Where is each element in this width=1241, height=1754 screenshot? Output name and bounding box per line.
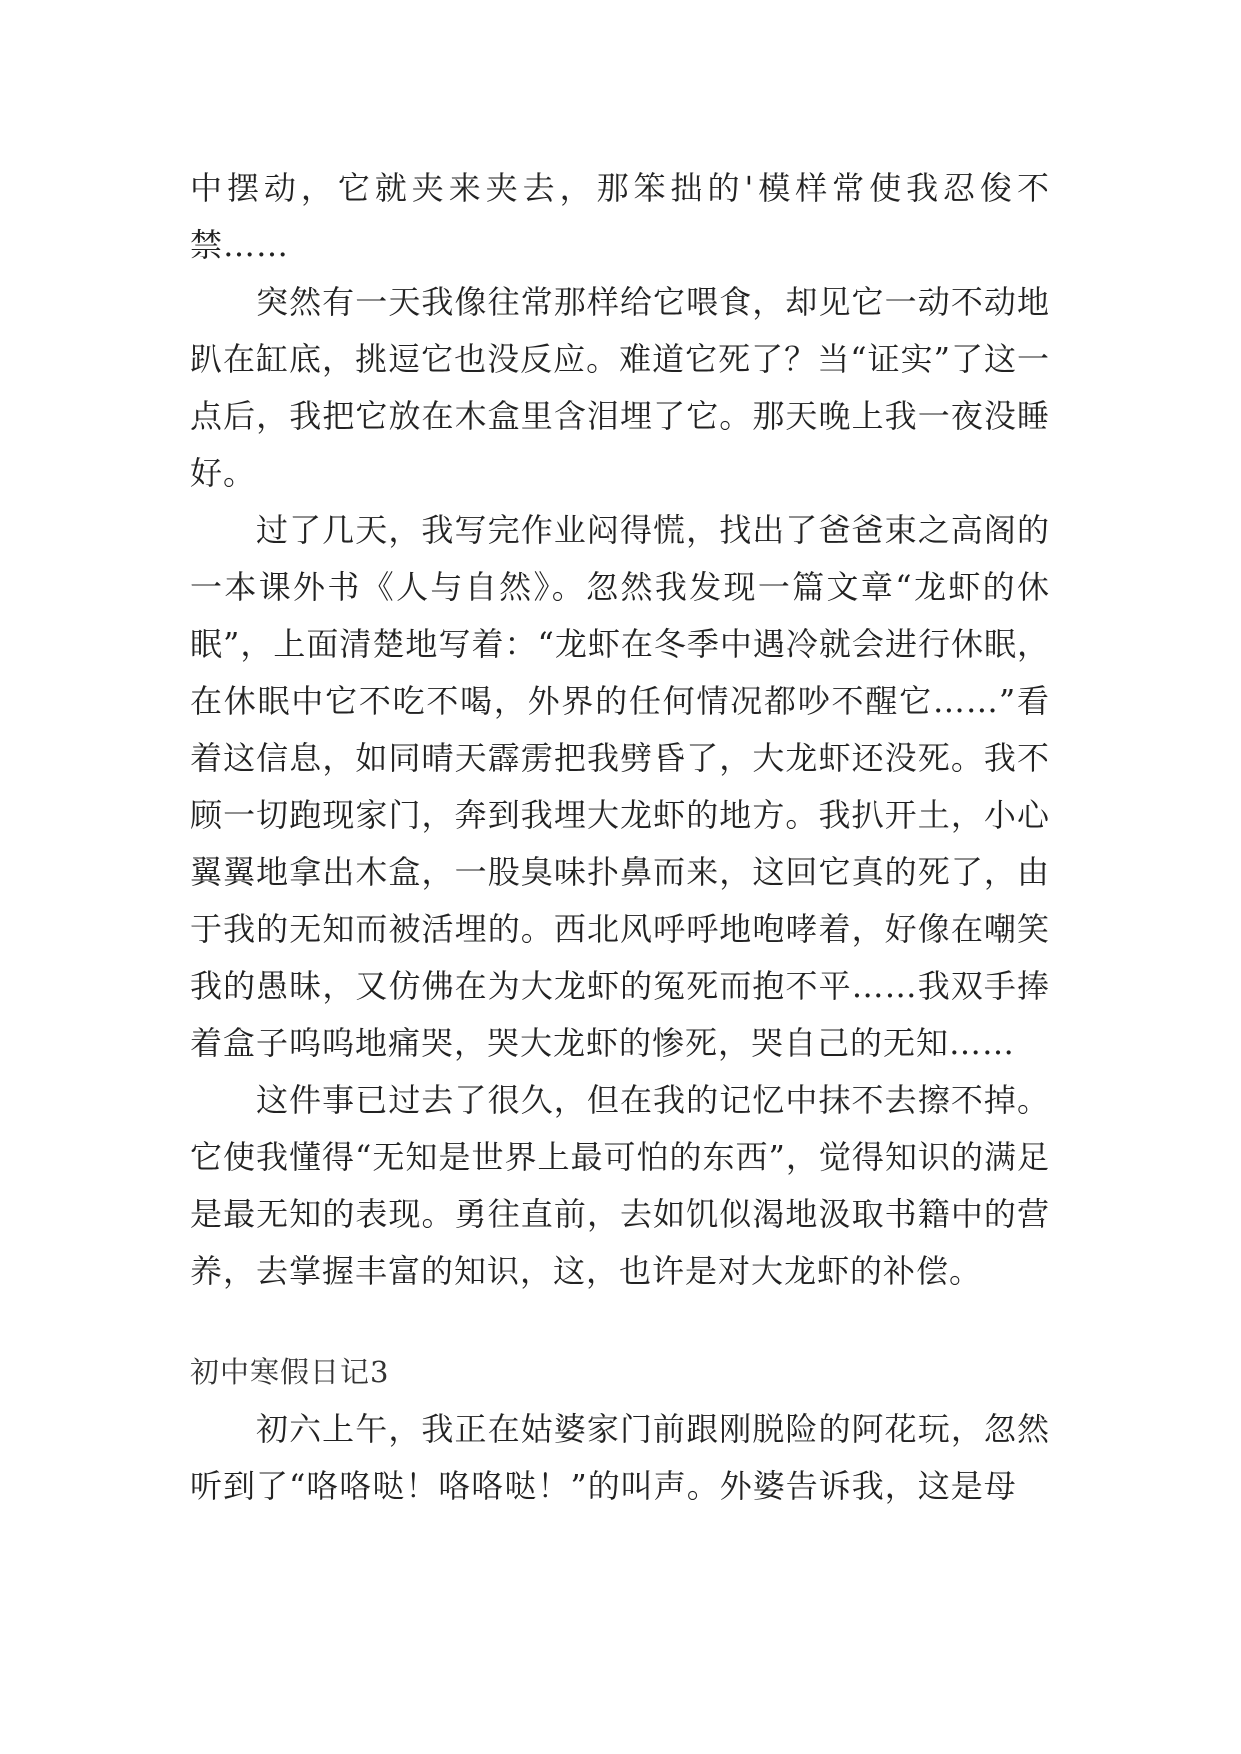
paragraph-hibernation: 过了几天，我写完作业闷得慌，找出了爸爸束之高阁的一本课外书《人与自然》。忽然我发现一篇文章“龙虾的休眠”，上面清楚地写着：“龙虾在冬季中遇冷就会进行休眠，在休眠中它不吃不喝，外界的任何情况都吵不醒它……”看着这信息，如同晴天霹雳把我劈昏了，大龙虾还没死。我不顾一切跑现家门，奔到我埋大龙虾的地方。我扒开土，小心翼翼地拿出木盒，一股臭味扑鼻而来，这回它真的死了，由于我的无知而被活埋的。西北风呼呼地咆哮着，好像在嘲笑我的愚昧，又仿佛在为大龙虾的冤死而抱不平……我双手捧着盒子呜呜地痛哭，哭大龙虾的惨死，哭自己的无知…… — [190, 511, 1050, 1062]
section-title: 初中寒假日记3 — [190, 1355, 390, 1389]
document-body — [190, 160, 1050, 1515]
paragraph-lesson: 这件事已过去了很久，但在我的记忆中抹不去擦不掉。它使我懂得“无知是世界上最可怕的东西”，觉得知识的满足是最无知的表现。勇往直前，去如饥似渴地汲取书籍中的营养，去掌握丰富的知识，这，也许是对大龙虾的补偿。 — [190, 1081, 1050, 1290]
paragraph-continuation: 中摆动，它就夹来夹去，那笨拙的'模样常使我忍俊不禁…… — [190, 169, 1050, 264]
paragraph-shrimp-dead: 突然有一天我像往常那样给它喂食，却见它一动不动地趴在缸底，挑逗它也没反应。难道它死了？当“证实”了这一点后，我把它放在木盒里含泪埋了它。那天晚上我一夜没睡好。 — [190, 283, 1050, 492]
paragraph-new-entry: 初六上午，我正在姑婆家门前跟刚脱险的阿花玩，忽然听到了“咯咯哒！咯咯哒！”的叫声。外婆告诉我，这是母 — [190, 1410, 1050, 1505]
